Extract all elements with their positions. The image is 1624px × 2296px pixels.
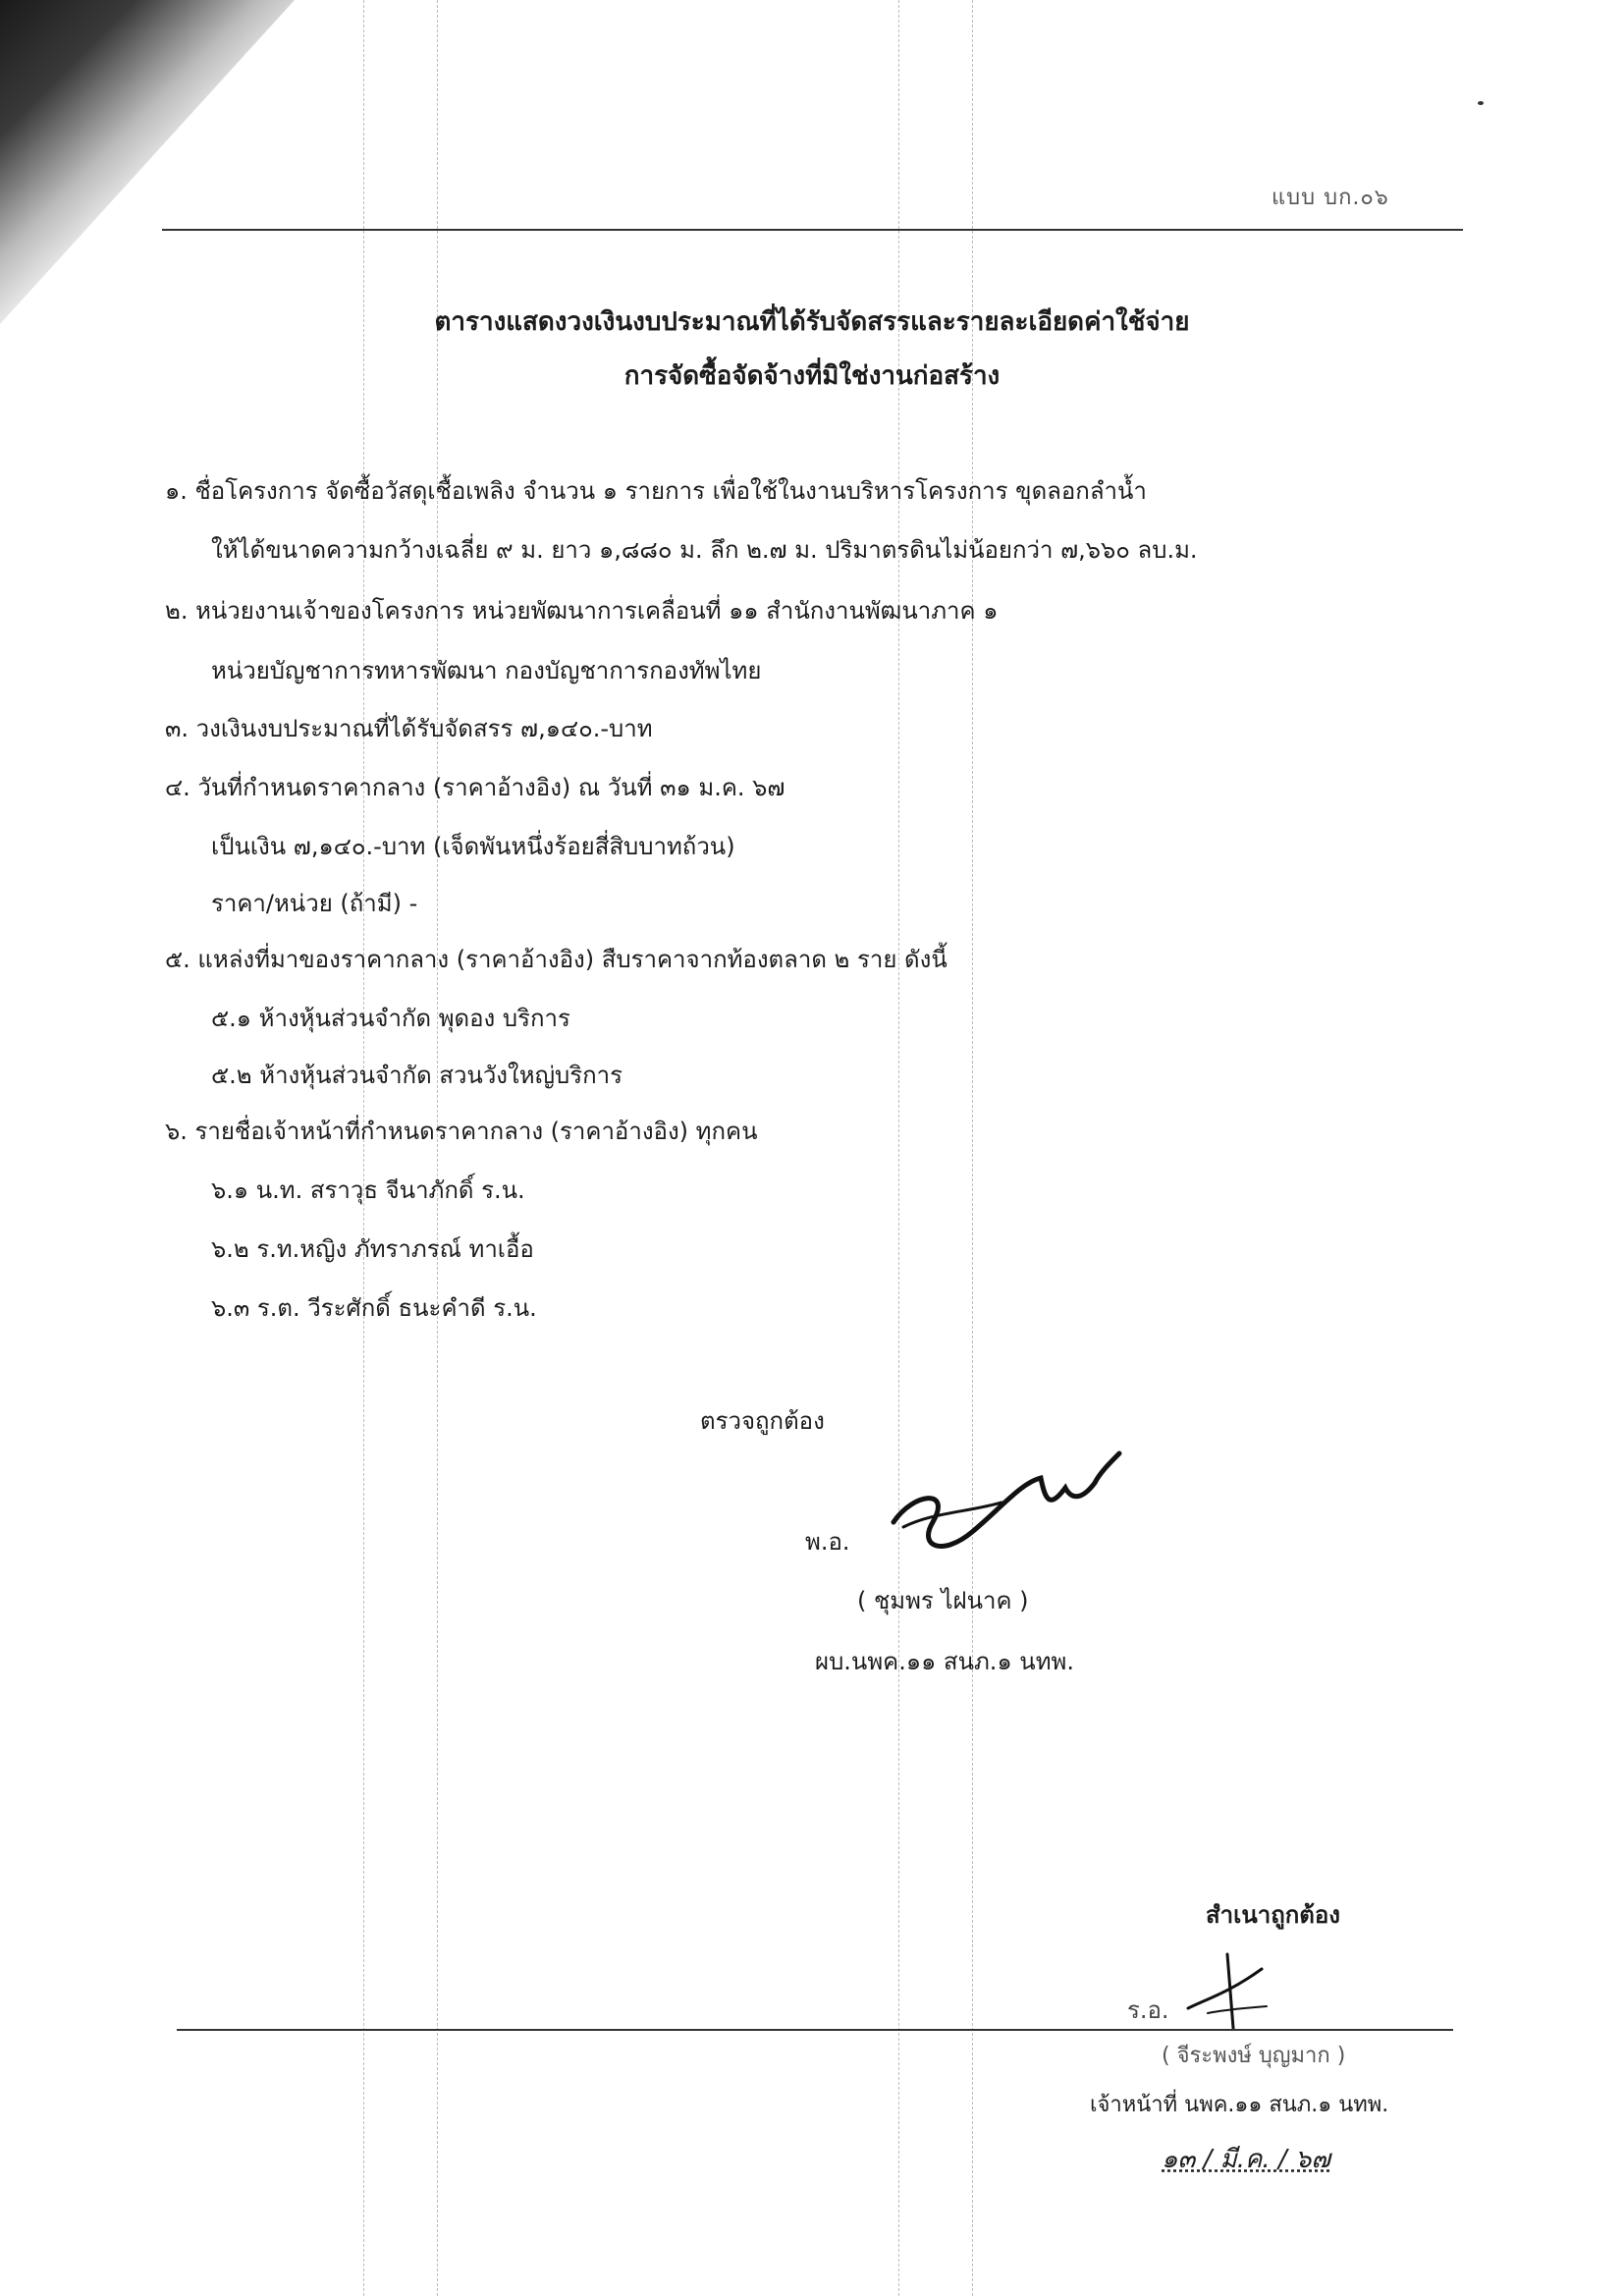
scan-guide-line [972, 0, 973, 2296]
item-source-2: ๕.๒ ห้างหุ้นส่วนจำกัด สวนวังใหญ่บริการ [211, 1062, 623, 1089]
copy-name: ( จีระพงษ์ บุญมาก ) [1162, 2044, 1346, 2068]
item-project-size: ให้ได้ขนาดความกว้างเฉลี่ย ๙ ม. ยาว ๑,๘๘๐ ม. ลึก ๒.๗ ม. ปริมาตรดินไม่น้อยกว่า ๗,๖๖๐ ลบ.ม. [211, 536, 1198, 564]
item-unit-price: ราคา/หน่วย (ถ้ามี) - [211, 890, 418, 917]
item-price-amount: เป็นเงิน ๗,๑๔๐.-บาท (เจ็ดพันหนึ่งร้อยสี่สิบบาทถ้วน) [211, 833, 735, 860]
item-officer-3: ๖.๓ ร.ต. วีระศักดิ์ ธนะคำดี ร.น. [211, 1294, 537, 1322]
item-owner-unit: ๒. หน่วยงานเจ้าของโครงการ หน่วยพัฒนาการเคลื่อนที่ ๑๑ สำนักงานพัฒนาภาค ๑ [165, 597, 999, 625]
document-title: ตารางแสดงวงเงินงบประมาณที่ได้รับจัดสรรและรายละเอียดค่าใช้จ่าย [434, 307, 1190, 337]
certify-label: ตรวจถูกต้อง [700, 1407, 825, 1435]
scan-speck [1478, 101, 1484, 105]
item-budget: ๓. วงเงินงบประมาณที่ได้รับจัดสรร ๗,๑๔๐.-บาท [165, 715, 653, 742]
item-source-1: ๕.๑ ห้างหุ้นส่วนจำกัด พุดอง บริการ [211, 1005, 570, 1032]
certify-rank: พ.อ. [805, 1528, 850, 1556]
certify-name: ( ชุมพร ไฝนาค ) [857, 1587, 1029, 1614]
frame-bottom-rule [177, 2029, 1453, 2031]
copy-label: สำเนาถูกต้อง [1206, 1901, 1340, 1929]
document-subtitle: การจัดซื้อจัดจ้างที่มิใช่งานก่อสร้าง [623, 361, 1001, 391]
copy-position: เจ้าหน้าที่ นพค.๑๑ สนภ.๑ นทพ. [1090, 2093, 1389, 2117]
item-officers: ๖. รายชื่อเจ้าหน้าที่กำหนดราคากลาง (ราคาอ้างอิง) ทุกคน [165, 1118, 758, 1145]
item-price-date: ๔. วันที่กำหนดราคากลาง (ราคาอ้างอิง) ณ วันที่ ๓๑ ม.ค. ๖๗ [165, 774, 785, 801]
copy-signature-icon [1168, 1940, 1286, 2038]
item-price-source: ๕. แหล่งที่มาของราคากลาง (ราคาอ้างอิง) สืบราคาจากท้องตลาด ๒ ราย ดังนี้ [165, 946, 947, 973]
item-officer-2: ๖.๒ ร.ท.หญิง ภัทราภรณ์ ทาเอื้อ [211, 1235, 534, 1263]
item-owner-command: หน่วยบัญชาการทหารพัฒนา กองบัญชาการกองทัพไทย [211, 657, 762, 684]
scan-corner-shadow [0, 0, 295, 324]
form-code: แบบ บก.๐๖ [1272, 186, 1389, 210]
frame-top-rule [162, 229, 1463, 231]
item-project-name: ๑. ชื่อโครงการ จัดซื้อวัสดุเชื้อเพลิง จำนวน ๑ รายการ เพื่อใช้ในงานบริหารโครงการ ขุดลอกลำน้ำ [165, 477, 1147, 505]
copy-rank: ร.อ. [1127, 1996, 1169, 2024]
scan-guide-line [898, 0, 899, 2296]
certify-signature-icon [874, 1434, 1129, 1561]
item-officer-1: ๖.๑ น.ท. สราวุธ จีนาภักดิ์ ร.น. [211, 1176, 525, 1204]
copy-handwritten-date: ๑๓ / มี.ค. / ๖๗ [1162, 2145, 1330, 2174]
certify-position: ผบ.นพค.๑๑ สนภ.๑ นทพ. [815, 1648, 1074, 1675]
